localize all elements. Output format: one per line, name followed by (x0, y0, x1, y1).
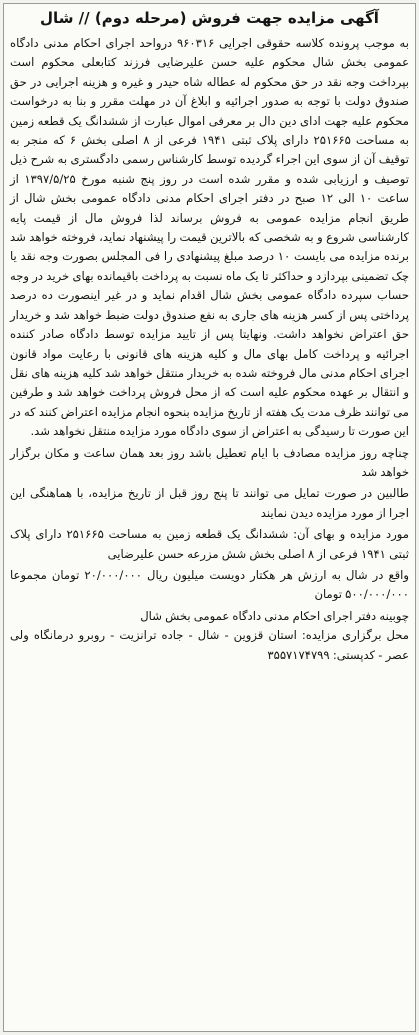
notice-body-paragraph: به موجب پرونده کلاسه حقوقی اجرایی ۹۶۰۳۱۶ درواحد اجرای احکام مدنی دادگاه عمومی بخش شال محکوم علیه حسن علیرضایی فرزند کتابعلی محکوم است بپرداخت وجه نقد در حق محکوم له عطاله شاه حیدر و غیره و هزینه اجرایی در حق صندوق دولت با توجه به صدور اجرائیه و ابلاغ آن در مهلت مقرر و بنا به درخواست محکوم علیه جهت ادای دین دال بر معرفی اموال عبارت از ششدانگ یک قطعه زمین به مساحت ۲۵۱۶۶۵ دارای پلاک ثبتی ۱۹۴۱ فرعی از ۸ اصلی بخش ۶ که منجر به توقیف آن از سوی این اجراء گردیده توسط کارشناس رسمی دادگستری به شرح ذیل توصیف و ارزیابی شده و مقرر شده است در روز پنج شنبه مورخ ۱۳۹۷/۵/۲۵ از ساعت ۱۰ الی ۱۲ صبح در دفتر اجرای احکام مدنی دادگاه عمومی بخش شال از طریق انجام مزایده عمومی به فروش برساند لذا فروش مال از قیمت پایه کارشناسی شروع و به شخصی که بالاترین قیمت را پیشنهاد نماید، فروخته خواهد شد برنده مزایده می بایست ۱۰ درصد مبلغ پیشنهادی را فی المجلس بصورت وجه نقد یا چک تضمینی بپردازد و حداکثر تا یک ماه نسبت به پرداخت باقیمانده بهای خرید در وجه حساب سپرده دادگاه عمومی بخش شال اقدام نماید و در غیر اینصورت ده درصد پرداختی پس از کسر هزینه های جاری به نفع صندوق دولت ضبط خواهد شد و خریدار حق اعتراض نخواهد داشت. ونهایتا پس از تایید مزایده توسط دادگاه صادر کننده اجرائیه و پرداخت کامل بهای مال و کلیه هزینه های قانونی با رعایت مواد قانون اجرای احکام مدنی مال فروخته شده به خریدار منتقل خواهد شد کلیه هزینه های نقل و انتقال بر عهده محکوم علیه است که از محل فروش پرداخت خواهد شد و طرفین می توانند ظرف مدت یک هفته از تاریخ مزایده بنحوه انجام مزایده اعتراض کنند که در این صورت تا رسیدگی به اعتراض از سوی دادگاه مورد مزایده منتقل نخواهد شد. (10, 36, 410, 439)
auction-item-value: واقع در شال به ارزش هر هکتار دویست میلیون ریال ۲۰/۰۰۰/۰۰۰ تومان مجموعا ۵۰۰/۰۰۰/۰۰۰ تومان (10, 567, 409, 602)
auction-item-description: مورد مزایده و بهای آن: ششدانگ یک قطعه زمین به مساحت ۲۵۱۶۶۵ دارای پلاک ثبتی ۱۹۴۱ فرعی از ۸ اصلی بخش شش مزرعه حسن علیرضایی (10, 527, 410, 561)
auction-notice (3, 3, 416, 1032)
auction-venue-address: محل برگزاری مزایده: استان قزوین - شال - جاده ترانزیت - روبرو درمانگاه ولی عصر - کدپستی: ۳۵۵۷۱۷۴۷۹۹ (10, 628, 409, 662)
notice-title: آگهی مزایده جهت فروش (مرحله دوم) // شال (40, 9, 379, 27)
visit-clause: طالبین در صورت تمایل می توانند تا پنج روز قبل از تاریخ مزایده، با هماهنگی این اجرا از مورد مزایده دیدن نمایند (10, 486, 409, 520)
signature-office: چوبینه دفتر اجرای احکام مدنی دادگاه عمومی بخش شال (140, 608, 409, 623)
holiday-clause: چناچه روز مزایده مصادف با ایام تعطیل باشد روز بعد همان ساعت و مکان برگزار خواهد شد (10, 445, 409, 479)
